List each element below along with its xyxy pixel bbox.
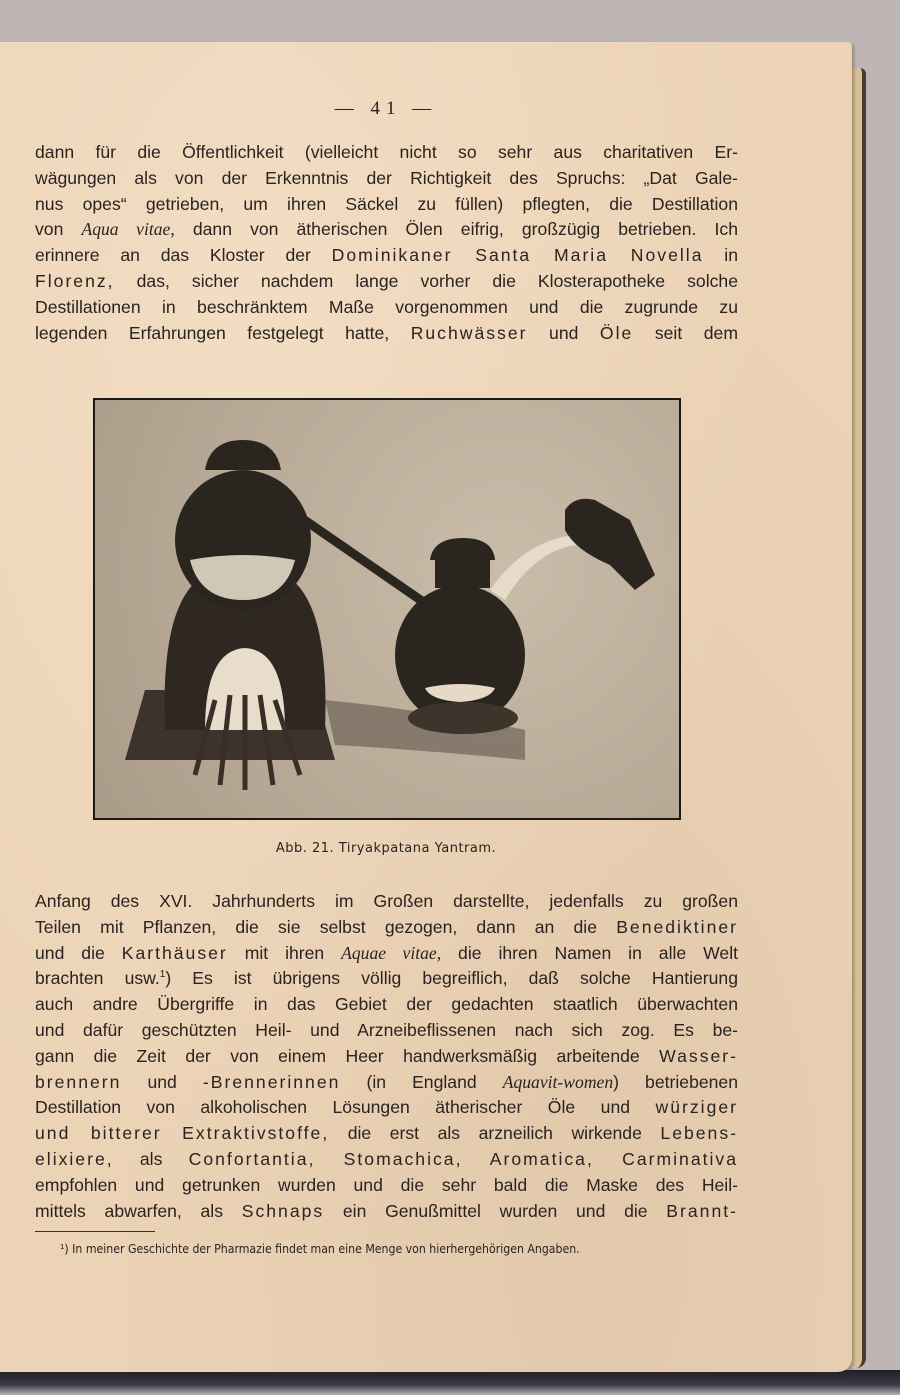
- footnote-rule: [35, 1231, 155, 1232]
- still-lid: [205, 440, 281, 470]
- footnote: ¹) In meiner Geschichte der Pharmazie findet man eine Menge von hierhergehörigen Angaben.: [60, 1242, 580, 1256]
- text-line: auch andre Übergriffe in das Gebiet der gedachten staatlich überwachten: [35, 994, 738, 1015]
- page-number: — 41 —: [334, 98, 438, 119]
- text-line: Destillation von alkoholischen Lösungen ätherischer Öle und würziger: [35, 1097, 738, 1118]
- spaced-emphasis: Ruchwässer: [410, 322, 528, 343]
- spaced-emphasis: Wasser-: [659, 1045, 738, 1066]
- figure-caption: Abb. 21. Tiryakpatana Yantram.: [275, 841, 497, 856]
- text-line: brennern und -Brennerinnen (in England Aquavit-women) betriebenen: [35, 1071, 738, 1092]
- text-line: Florenz, das, sicher nachdem lange vorher die Klosterapotheke solche: [35, 270, 738, 291]
- spaced-emphasis: Benediktiner: [616, 916, 738, 937]
- spaced-emphasis: Öle: [599, 322, 634, 343]
- hand-with-jug: [565, 499, 655, 590]
- text-line: und dafür geschützten Heil- und Arzneibeflissenen nach sich zog. Es be-: [35, 1019, 738, 1040]
- text-line: elixiere, als Confortantia, Stomachica, Aromatica, Carminativa: [35, 1148, 738, 1169]
- distillation-apparatus-drawing: [95, 400, 679, 818]
- paragraph-1: [35, 140, 738, 346]
- connecting-tube: [290, 510, 435, 610]
- spaced-emphasis: Schnaps: [241, 1200, 325, 1221]
- text-line: erinnere an das Kloster der Dominikaner Santa Maria Novella in: [35, 245, 738, 266]
- text-line: legenden Erfahrungen festgelegt hatte, Ruchwässer und Öle seit dem: [35, 322, 738, 343]
- footnote-marker: 1: [159, 969, 166, 981]
- water-stream: [490, 535, 577, 600]
- text-line: von Aqua vitae, dann von ätherischen Ölen eifrig, großzügig betrieben. Ich: [35, 219, 738, 240]
- spaced-emphasis: Lebens-: [660, 1123, 738, 1144]
- receiver-lid: [430, 538, 495, 560]
- spaced-emphasis: Dominikaner Santa Maria Novella: [331, 245, 704, 266]
- figure-illustration: [93, 398, 681, 820]
- spaced-emphasis: Brannt-: [666, 1200, 738, 1221]
- spaced-emphasis: brennern: [35, 1071, 122, 1092]
- text-line: wägungen als von der Erkenntnis der Richtigkeit des Spruchs: „Dat Gale-: [35, 167, 738, 188]
- text-line: und die Karthäuser mit ihren Aquae vitae, die ihren Namen in alle Welt: [35, 942, 738, 963]
- text-line: brachten usw.$^1$) Es ist übrigens völlig begreiflich, daß solche Hantierung: [35, 968, 739, 989]
- spaced-emphasis: -Brennerinnen: [202, 1071, 341, 1092]
- text-line: und bitterer Extraktivstoffe, die erst als arzneilich wirkende Lebens-: [35, 1123, 738, 1144]
- text-line: Destillationen in beschränktem Maße vorgenommen und die zugrunde zu: [35, 296, 738, 317]
- receiver-ring: [408, 702, 518, 734]
- spaced-emphasis: und bitterer Extraktivstoffe,: [35, 1123, 330, 1144]
- text-line: Teilen mit Pflanzen, die sie selbst gezogen, dann an die Benediktiner: [35, 916, 738, 937]
- text-line: gann die Zeit der von einem Heer handwerksmäßig arbeitende Wasser-: [35, 1045, 738, 1066]
- spaced-emphasis: elixiere,: [35, 1148, 114, 1169]
- receiver-neck: [435, 558, 490, 588]
- paragraph-2: [35, 889, 738, 1224]
- book-page: [0, 42, 852, 1372]
- text-line: mittels abwarfen, als Schnaps ein Genußmittel wurden und die Brannt-: [35, 1200, 738, 1221]
- spaced-emphasis: Confortantia, Stomachica, Aromatica, Carminativa: [188, 1148, 738, 1169]
- italic-term: Aquavit-women: [502, 1071, 614, 1092]
- spaced-emphasis: würziger: [655, 1097, 738, 1118]
- text-line: dann für die Öffentlichkeit (vielleicht nicht so sehr aus charitativen Er-: [35, 142, 738, 162]
- italic-term: Aquae vitae,: [341, 942, 442, 963]
- background-shadow: [0, 1370, 900, 1395]
- spaced-emphasis: Karthäuser: [121, 942, 228, 963]
- text-line: empfohlen und getrunken wurden und die sehr bald die Maske des Heil-: [35, 1174, 738, 1195]
- spaced-emphasis: Florenz,: [35, 270, 115, 291]
- text-line: nus opes“ getrieben, um ihren Säckel zu füllen) pflegten, die Destillation: [35, 193, 738, 214]
- text-line: Anfang des XVI. Jahrhunderts im Großen darstellte, jedenfalls zu großen: [35, 891, 738, 911]
- italic-term: Aqua vitae,: [81, 219, 175, 240]
